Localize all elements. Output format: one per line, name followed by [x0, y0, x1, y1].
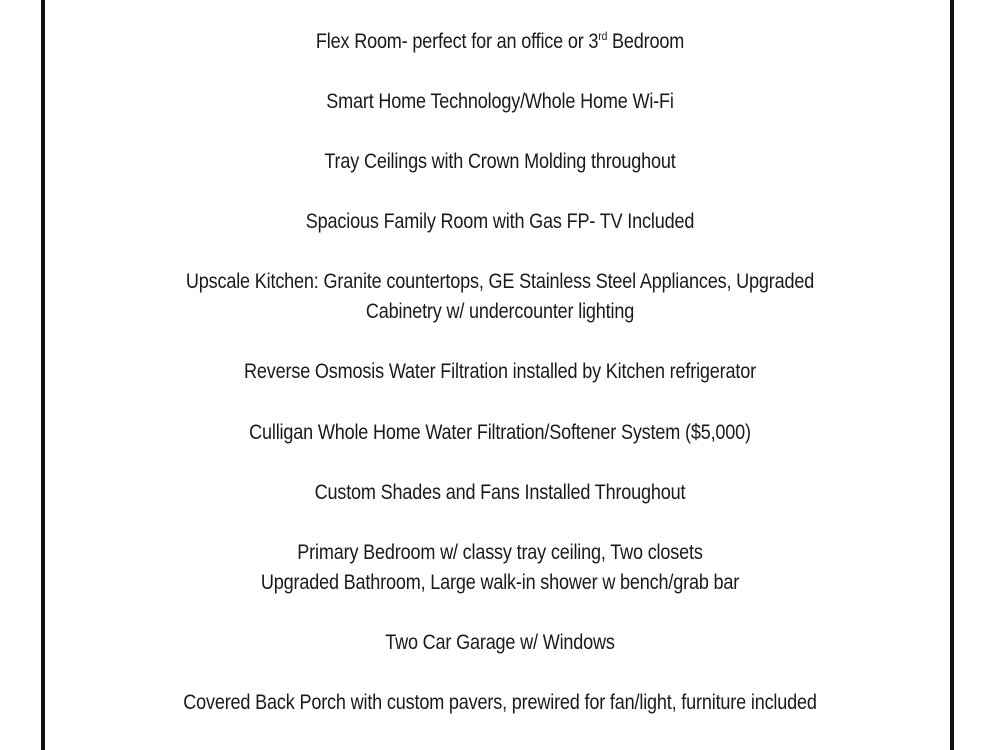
feature-line: Upscale Kitchen: Granite countertops, GE Stainless Steel Appliances, Upgraded: [185, 270, 815, 293]
feature-primary-bedroom: [122, 538, 879, 598]
feature-line: Smart Home Technology/Whole Home Wi-Fi: [326, 90, 674, 113]
feature-water-softener: [122, 418, 879, 448]
feature-line: Primary Bedroom w/ classy tray ceiling, Two closets: [297, 541, 703, 564]
feature-line: Reverse Osmosis Water Filtration installed by Kitchen refrigerator: [244, 360, 756, 383]
feature-line: Tray Ceilings with Crown Molding throughout: [324, 150, 676, 173]
feature-tray-ceilings: [122, 147, 879, 177]
feature-back-porch: [122, 688, 879, 718]
feature-line: Covered Back Porch with custom pavers, prewired for fan/light, furniture included: [183, 691, 817, 714]
feature-reverse-osmosis: [122, 357, 879, 387]
feature-line: Cabinetry w/ undercounter lighting: [365, 300, 635, 323]
feature-line: Spacious Family Room with Gas FP- TV Included: [305, 210, 695, 233]
feature-flex-room: [122, 27, 879, 57]
feature-line: Culligan Whole Home Water Filtration/Softener System ($5,000): [249, 421, 751, 444]
feature-kitchen: [122, 267, 879, 327]
feature-line: Two Car Garage w/ Windows: [385, 631, 615, 654]
feature-line: Custom Shades and Fans Installed Throughout: [314, 481, 686, 504]
feature-smart-home: [122, 87, 879, 117]
feature-shades-fans: [122, 478, 879, 508]
feature-line: Flex Room- perfect for an office or 3rd Bedroom: [315, 29, 685, 53]
feature-family-room: [122, 207, 879, 237]
feature-line: Upgraded Bathroom, Large walk-in shower w bench/grab bar: [260, 571, 740, 594]
ordinal-superscript: rd: [598, 29, 608, 43]
feature-garage: [122, 628, 879, 658]
